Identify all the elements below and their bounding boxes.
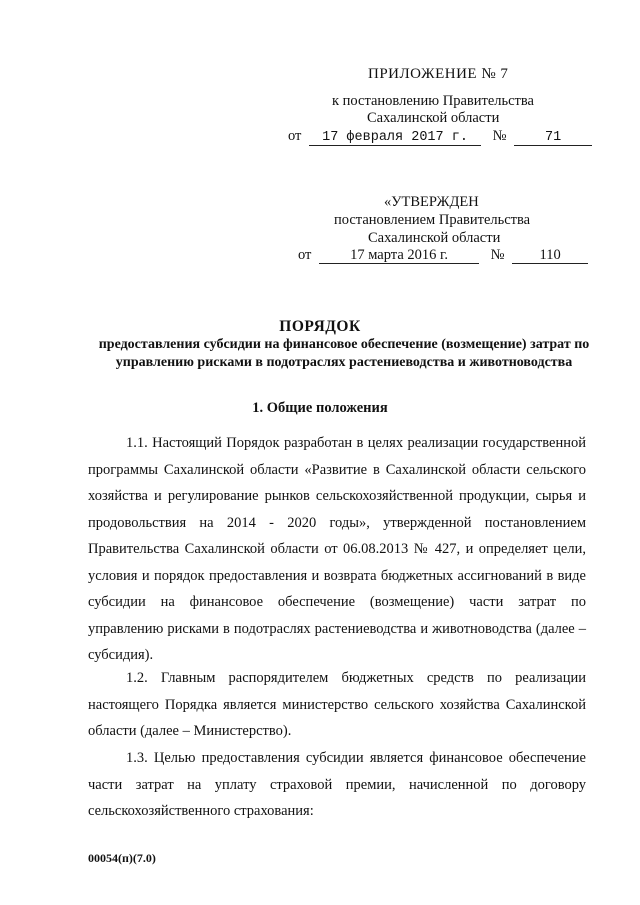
- appendix-number: 71: [514, 130, 592, 146]
- approval-approved: «УТВЕРЖДЕН: [384, 194, 479, 210]
- approval-from-label: от: [298, 247, 312, 263]
- approval-date-row: [298, 247, 588, 264]
- appendix-from-label: от: [288, 128, 302, 144]
- approval-by-resolution: постановлением Правительства: [334, 212, 531, 228]
- footer-document-code: 00054(п)(7.0): [88, 851, 156, 865]
- document-title: ПОРЯДОК: [279, 318, 361, 335]
- approval-number-label: №: [490, 247, 505, 263]
- appendix-to-resolution: к постановлению Правительства: [332, 93, 534, 109]
- appendix-title: ПРИЛОЖЕНИЕ № 7: [368, 66, 509, 82]
- appendix-date-row: [288, 128, 592, 146]
- approval-number: 110: [512, 248, 588, 264]
- appendix-number-label: №: [492, 128, 507, 144]
- section-heading: 1. Общие положения: [252, 400, 388, 416]
- approval-region: Сахалинской области: [368, 230, 501, 246]
- appendix-region: Сахалинской области: [367, 110, 500, 126]
- paragraph-1-2: 1.2. Главным распорядителем бюджетных средств по реализации настоящего Порядка является министерство сельского хозяйства Сахалинской области (далее – Министерство).: [88, 670, 586, 739]
- approval-date: 17 марта 2016 г.: [319, 248, 479, 264]
- appendix-date: 17 февраля 2017 г.: [309, 130, 481, 146]
- paragraph-1-1: 1.1. Настоящий Порядок разработан в целях реализации государственной программы Сахалинской области «Развитие в Сахалинской области сельского хозяйства и регулирование рынков сельскохозяйственной продукции, сырья и продовольствия на 2014 - 2020 годы», утвержденной постановлением Правительства Сахалинской области от 06.08.2013 № 427, и определяет цели, условия и порядок предоставления и возврата бюджетных ассигнований в виде субсидии на финансовое обеспечение (возмещение) части затрат по управлению рисками в подотраслях растениеводства и животноводства (далее – субсидия).: [88, 435, 586, 663]
- document-subtitle: предоставления субсидии на финансовое обеспечение (возмещение) затрат по управлению рисками в подотраслях растениеводства и животноводства: [98, 337, 590, 370]
- paragraph-1-3: 1.3. Целью предоставления субсидии является финансовое обеспечение части затрат на уплату страховой премии, начисленной по договору сельскохозяйственного страхования:: [88, 750, 586, 819]
